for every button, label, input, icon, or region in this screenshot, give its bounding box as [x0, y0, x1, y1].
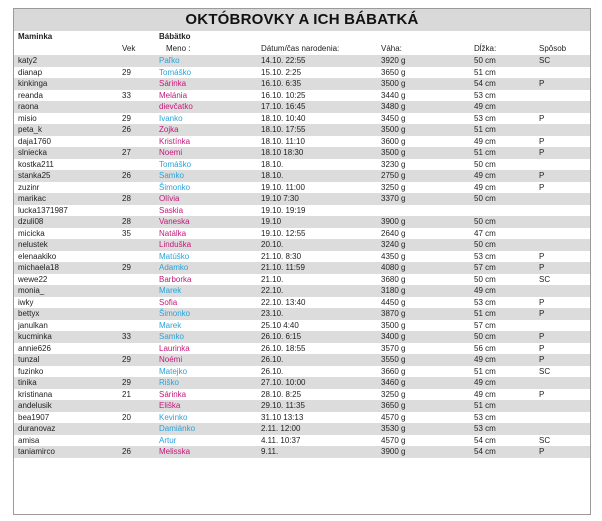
birth-date-cell: 26.10.	[261, 355, 284, 364]
header-weight: Váha:	[381, 44, 402, 53]
table-row	[14, 159, 590, 171]
baby-name-cell: Kevinko	[159, 412, 188, 422]
header-way: Spôsob	[539, 44, 567, 53]
birth-date-cell: 19.10. 11:00	[261, 182, 305, 192]
mom-cell: raona	[18, 102, 39, 111]
baby-name-cell: Noémi	[159, 355, 183, 364]
length-cell: 51 cm	[474, 125, 496, 134]
birth-date-cell: 26.10. 18:55	[261, 343, 306, 353]
weight-cell: 3680 g	[381, 274, 406, 284]
delivery-method-cell: P	[539, 263, 545, 272]
length-cell: 49 cm	[474, 102, 496, 111]
table-row	[14, 343, 590, 355]
spreadsheet	[13, 8, 591, 515]
birth-date-cell: 21.10. 8:30	[261, 251, 302, 261]
baby-name-cell: Melisska	[159, 447, 191, 456]
delivery-method-cell: SC	[539, 435, 551, 445]
mom-cell: fuzinko	[18, 366, 44, 376]
weight-cell: 3920 g	[381, 56, 406, 65]
mom-cell: andelusik	[18, 401, 52, 410]
header-mom: Maminka	[18, 32, 53, 41]
table-row	[14, 205, 590, 217]
delivery-method-cell: P	[539, 309, 545, 318]
table-row	[14, 136, 590, 148]
table-row	[14, 435, 590, 447]
delivery-method-cell: P	[539, 182, 545, 192]
length-cell: 53 cm	[474, 113, 496, 123]
table-row	[14, 170, 590, 182]
length-cell: 50 cm	[474, 217, 496, 226]
age-cell: 28	[122, 194, 131, 203]
delivery-method-cell: P	[539, 389, 545, 399]
delivery-method-cell: P	[539, 251, 545, 261]
mom-cell: misio	[18, 113, 37, 123]
delivery-method-cell: SC	[539, 366, 551, 376]
birth-date-cell: 27.10. 10:00	[261, 378, 306, 387]
length-cell: 54 cm	[474, 447, 496, 456]
mom-cell: reanda	[18, 90, 43, 100]
birth-date-cell: 28.10. 8:25	[261, 389, 302, 399]
mom-cell: annie626	[18, 343, 51, 353]
table-row	[14, 262, 590, 274]
mom-cell: micicka	[18, 228, 45, 238]
mom-cell: dianap	[18, 67, 43, 77]
weight-cell: 4080 g	[381, 263, 406, 272]
weight-cell: 2640 g	[381, 228, 406, 238]
length-cell: 51 cm	[474, 401, 496, 410]
baby-name-cell: Tomáško	[159, 67, 192, 77]
length-cell: 49 cm	[474, 355, 496, 364]
baby-name-cell: Marek	[159, 286, 182, 295]
birth-date-cell: 19.10. 19:19	[261, 205, 306, 215]
table-body	[14, 55, 590, 458]
table-row	[14, 90, 590, 102]
delivery-method-cell: P	[539, 297, 545, 307]
weight-cell: 3370 g	[381, 194, 406, 203]
delivery-method-cell: SC	[539, 56, 551, 65]
weight-cell: 3550 g	[381, 355, 406, 364]
delivery-method-cell: P	[539, 148, 545, 157]
length-cell: 49 cm	[474, 136, 496, 146]
length-cell: 49 cm	[474, 182, 496, 192]
mom-cell: duranovaz	[18, 424, 56, 433]
page-title: OKTÓBROVKY A ICH BÁBATKÁ	[14, 9, 590, 31]
mom-cell: iwky	[18, 297, 34, 307]
birth-date-cell: 31.10 13:13	[261, 412, 304, 422]
weight-cell: 3440 g	[381, 90, 406, 100]
baby-name-cell: Kristínka	[159, 136, 191, 146]
length-cell: 53 cm	[474, 90, 496, 100]
weight-cell: 3240 g	[381, 240, 406, 249]
age-cell: 33	[122, 332, 131, 341]
delivery-method-cell: P	[539, 355, 545, 364]
weight-cell: 2750 g	[381, 171, 406, 180]
weight-cell: 3480 g	[381, 102, 406, 111]
table-row	[14, 67, 590, 79]
length-cell: 50 cm	[474, 332, 496, 341]
length-cell: 57 cm	[474, 320, 496, 330]
baby-name-cell: dievčatko	[159, 102, 193, 111]
length-cell: 49 cm	[474, 171, 496, 180]
table-row	[14, 308, 590, 320]
weight-cell: 3500 g	[381, 125, 406, 134]
age-cell: 26	[122, 447, 131, 456]
mom-cell: amisa	[18, 435, 40, 445]
table-row	[14, 285, 590, 297]
length-cell: 50 cm	[474, 240, 496, 249]
delivery-method-cell: P	[539, 343, 545, 353]
length-cell: 49 cm	[474, 286, 496, 295]
table-row	[14, 113, 590, 125]
baby-name-cell: Linduška	[159, 240, 192, 249]
birth-date-cell: 16.10. 10:25	[261, 90, 306, 100]
age-cell: 35	[122, 228, 131, 238]
baby-name-cell: Noemi	[159, 148, 183, 157]
delivery-method-cell: P	[539, 136, 545, 146]
delivery-method-cell: P	[539, 171, 545, 180]
birth-date-cell: 18.10.	[261, 159, 284, 169]
mom-cell: peta_k	[18, 125, 43, 134]
mom-cell: janulkan	[18, 320, 48, 330]
baby-name-cell: Adamko	[159, 263, 189, 272]
mom-cell: tunzal	[18, 355, 40, 364]
length-cell: 51 cm	[474, 148, 496, 157]
mom-cell: monia_	[18, 286, 45, 295]
table-row	[14, 446, 590, 458]
birth-date-cell: 20.10.	[261, 240, 284, 249]
mom-cell: kostka211	[18, 159, 54, 169]
weight-cell: 3650 g	[381, 67, 406, 77]
table-row	[14, 377, 590, 389]
birth-date-cell: 2.11. 12:00	[261, 424, 301, 433]
baby-name-cell: Zojka	[159, 125, 179, 134]
weight-cell: 3250 g	[381, 389, 406, 399]
baby-name-cell: Tomáško	[159, 159, 192, 169]
age-cell: 28	[122, 217, 131, 226]
age-cell: 29	[122, 113, 131, 123]
mom-cell: kristinana	[18, 389, 53, 399]
baby-name-cell: Artur	[159, 435, 177, 445]
baby-name-cell: Samko	[159, 171, 184, 180]
table-row	[14, 412, 590, 424]
birth-date-cell: 17.10. 16:45	[261, 102, 306, 111]
mom-cell: nelustek	[18, 240, 48, 249]
mom-cell: kucminka	[18, 332, 52, 341]
header-age: Vek	[122, 44, 136, 53]
mom-cell: zuzinr	[18, 182, 40, 192]
mom-cell: bea1907	[18, 412, 50, 422]
birth-date-cell: 15.10. 2:25	[261, 67, 302, 77]
baby-name-cell: Olívia	[159, 194, 180, 203]
weight-cell: 3900 g	[381, 447, 406, 456]
birth-date-cell: 19.10 7:30	[261, 194, 299, 203]
header-row-primary	[14, 31, 590, 43]
length-cell: 53 cm	[474, 412, 496, 422]
length-cell: 49 cm	[474, 389, 496, 399]
header-length: Dĺžka:	[474, 44, 497, 53]
table-row	[14, 331, 590, 343]
weight-cell: 4450 g	[381, 297, 406, 307]
table-row	[14, 78, 590, 90]
header-date: Dátum/čas narodenia:	[261, 44, 340, 53]
length-cell: 51 cm	[474, 309, 496, 318]
birth-date-cell: 4.11. 10:37	[261, 435, 301, 445]
birth-date-cell: 22.10.	[261, 286, 284, 295]
header-baby: Bábätko	[159, 32, 191, 41]
header-name: Meno :	[166, 44, 191, 53]
baby-name-cell: Laurinka	[159, 343, 190, 353]
age-cell: 20	[122, 412, 131, 422]
birth-date-cell: 19.10	[261, 217, 282, 226]
delivery-method-cell: SC	[539, 274, 551, 284]
baby-name-cell: Melánia	[159, 90, 188, 100]
age-cell: 26	[122, 125, 131, 134]
birth-date-cell: 18.10. 17:55	[261, 125, 306, 134]
length-cell: 54 cm	[474, 435, 496, 445]
mom-cell: slniecka	[18, 148, 47, 157]
table-row	[14, 101, 590, 113]
mom-cell: taniamirco	[18, 447, 55, 456]
baby-name-cell: Eliška	[159, 401, 181, 410]
mom-cell: michaela18	[18, 263, 59, 272]
delivery-method-cell: P	[539, 113, 545, 123]
birth-date-cell: 19.10. 12:55	[261, 228, 306, 238]
length-cell: 53 cm	[474, 251, 496, 261]
weight-cell: 4570 g	[381, 435, 406, 445]
baby-name-cell: Matejko	[159, 366, 188, 376]
weight-cell: 3460 g	[381, 378, 406, 387]
mom-cell: tinika	[18, 378, 37, 387]
mom-cell: daja1760	[18, 136, 51, 146]
weight-cell: 3650 g	[381, 401, 406, 410]
baby-name-cell: Sárinka	[159, 79, 187, 88]
length-cell: 56 cm	[474, 343, 496, 353]
weight-cell: 3400 g	[381, 332, 406, 341]
baby-name-cell: Samko	[159, 332, 184, 341]
birth-date-cell: 16.10. 6:35	[261, 79, 302, 88]
age-cell: 27	[122, 148, 131, 157]
birth-date-cell: 26.10.	[261, 366, 284, 376]
table-row	[14, 274, 590, 286]
table-row	[14, 297, 590, 309]
table-row	[14, 389, 590, 401]
length-cell: 49 cm	[474, 378, 496, 387]
length-cell: 51 cm	[474, 366, 496, 376]
age-cell: 21	[122, 389, 131, 399]
length-cell: 51 cm	[474, 67, 496, 77]
baby-name-cell: Paľko	[159, 56, 180, 65]
baby-name-cell: Natálka	[159, 228, 187, 238]
birth-date-cell: 14.10. 22:55	[261, 56, 306, 65]
table-row	[14, 147, 590, 159]
weight-cell: 3250 g	[381, 182, 406, 192]
birth-date-cell: 18.10. 11:10	[261, 136, 305, 146]
baby-name-cell: Sárinka	[159, 389, 187, 399]
weight-cell: 3600 g	[381, 136, 406, 146]
mom-cell: lucka1371987	[18, 205, 68, 215]
table-row	[14, 182, 590, 194]
table-row	[14, 400, 590, 412]
birth-date-cell: 18.10. 10:40	[261, 113, 306, 123]
table-row	[14, 354, 590, 366]
length-cell: 50 cm	[474, 56, 496, 65]
table-row	[14, 55, 590, 67]
birth-date-cell: 22.10. 13:40	[261, 297, 306, 307]
birth-date-cell: 18.10 18:30	[261, 148, 304, 157]
table-row	[14, 193, 590, 205]
header-row-secondary	[14, 43, 590, 55]
weight-cell: 3500 g	[381, 79, 406, 88]
weight-cell: 3500 g	[381, 320, 406, 330]
length-cell: 54 cm	[474, 79, 496, 88]
baby-name-cell: Riško	[159, 378, 180, 387]
birth-date-cell: 21.10. 11:59	[261, 263, 305, 272]
weight-cell: 3530 g	[381, 424, 406, 433]
weight-cell: 3230 g	[381, 159, 406, 169]
birth-date-cell: 18.10.	[261, 171, 284, 180]
baby-name-cell: Šimonko	[159, 182, 191, 192]
table-row	[14, 124, 590, 136]
weight-cell: 3570 g	[381, 343, 406, 353]
birth-date-cell: 29.10. 11:35	[261, 401, 305, 410]
mom-cell: bettyx	[18, 309, 40, 318]
weight-cell: 4350 g	[381, 251, 406, 261]
mom-cell: elenaakiko	[18, 251, 57, 261]
table-row	[14, 366, 590, 378]
baby-name-cell: Matúško	[159, 251, 190, 261]
table-row	[14, 228, 590, 240]
length-cell: 53 cm	[474, 297, 496, 307]
length-cell: 50 cm	[474, 159, 496, 169]
length-cell: 57 cm	[474, 263, 496, 272]
weight-cell: 3870 g	[381, 309, 406, 318]
weight-cell: 3180 g	[381, 286, 406, 295]
weight-cell: 3660 g	[381, 366, 406, 376]
baby-name-cell: Barborka	[159, 274, 192, 284]
mom-cell: stanka25	[18, 171, 51, 180]
weight-cell: 3450 g	[381, 113, 406, 123]
mom-cell: katy2	[18, 56, 38, 65]
birth-date-cell: 25.10 4:40	[261, 320, 299, 330]
delivery-method-cell: P	[539, 332, 545, 341]
mom-cell: dzuli08	[18, 217, 44, 226]
age-cell: 33	[122, 90, 131, 100]
mom-cell: kinkinga	[18, 79, 48, 88]
baby-name-cell: Sofia	[159, 297, 178, 307]
age-cell: 29	[122, 263, 131, 272]
age-cell: 29	[122, 355, 131, 364]
weight-cell: 4570 g	[381, 412, 406, 422]
length-cell: 50 cm	[474, 274, 496, 284]
birth-date-cell: 26.10. 6:15	[261, 332, 302, 341]
length-cell: 47 cm	[474, 228, 496, 238]
delivery-method-cell: P	[539, 447, 545, 456]
table-row	[14, 423, 590, 435]
age-cell: 29	[122, 67, 131, 77]
baby-name-cell: Saskia	[159, 205, 184, 215]
baby-name-cell: Marek	[159, 320, 182, 330]
length-cell: 53 cm	[474, 424, 496, 433]
table-row	[14, 216, 590, 228]
mom-cell: wewe22	[18, 274, 48, 284]
baby-name-cell: Damiánko	[159, 424, 196, 433]
table-row	[14, 320, 590, 332]
mom-cell: marikac	[18, 194, 47, 203]
age-cell: 29	[122, 378, 131, 387]
age-cell: 26	[122, 171, 131, 180]
baby-name-cell: Šimonko	[159, 309, 191, 318]
birth-date-cell: 9.11.	[261, 447, 279, 456]
birth-date-cell: 23.10.	[261, 309, 284, 318]
weight-cell: 3500 g	[381, 148, 406, 157]
length-cell: 50 cm	[474, 194, 496, 203]
table-row	[14, 239, 590, 251]
baby-name-cell: Vaneska	[159, 217, 190, 226]
delivery-method-cell: P	[539, 79, 545, 88]
birth-date-cell: 21.10.	[261, 274, 284, 284]
table-row	[14, 251, 590, 263]
weight-cell: 3900 g	[381, 217, 406, 226]
baby-name-cell: Ivanko	[159, 113, 183, 123]
